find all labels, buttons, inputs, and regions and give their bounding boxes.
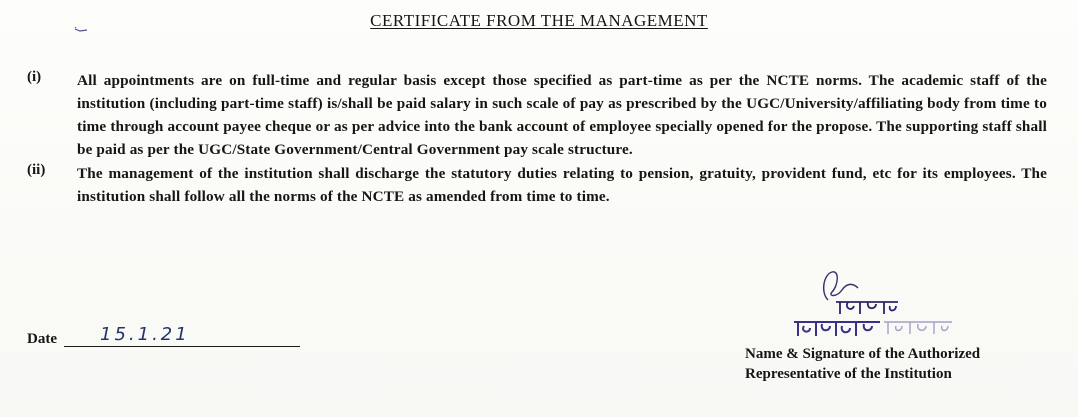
- signature-caption: [745, 344, 980, 384]
- clause-number: (ii): [27, 162, 46, 178]
- handwritten-date: 15.1.21: [100, 324, 190, 345]
- clause-number: (i): [27, 69, 42, 85]
- signature-stamp: [780, 262, 960, 342]
- date-label: Date: [27, 331, 57, 347]
- signature-caption-line: Name & Signature of the Authorized: [745, 346, 981, 362]
- clause-text: The management of the institution shall discharge the statutory duties relating to pension, gratuity, provident fund, etc for its employees. The institution shall follow all the norms of the NCTE as amended from time to time.: [77, 165, 1047, 205]
- date-underline: [64, 346, 300, 347]
- clause-text: All appointments are on full-time and regular basis except those specified as part-time as per the NCTE norms. The academic staff of the institution (including part-time staff) is/shall be paid salary in such scale of pay as prescribed by the UGC/University/affiliating body from time to time through account payee cheque or as per advice into the bank account of employee specially opened for the propose. The supporting staff shall be paid as per the UGC/State Government/Central Government pay scale structure.: [77, 72, 1047, 158]
- signature-caption-line: Representative of the Institution: [745, 366, 952, 382]
- document-title: CERTIFICATE FROM THE MANAGEMENT: [370, 11, 708, 30]
